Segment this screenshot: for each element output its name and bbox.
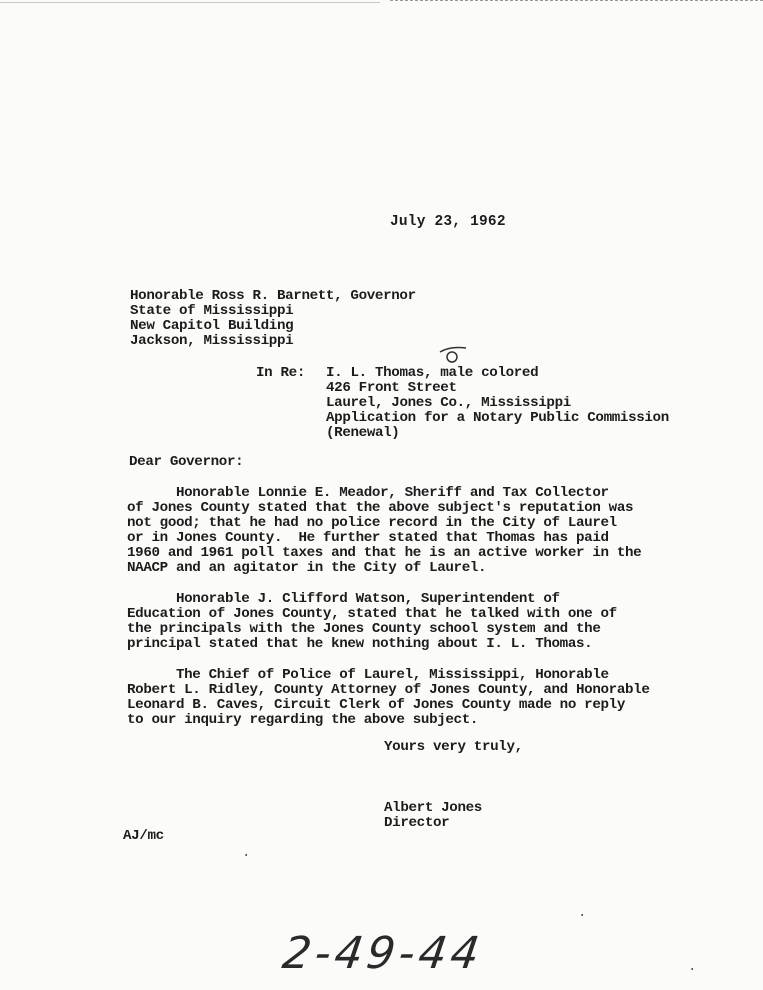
subject-line: Laurel, Jones Co., Mississippi (326, 395, 571, 411)
closing: Yours very truly, (384, 739, 523, 755)
paragraph-line: NAACP and an agitator in the City of Laurel. (127, 560, 487, 576)
paragraph-line: of Jones County stated that the above subject's reputation was (127, 500, 634, 516)
subject-line: Application for a Notary Public Commission (326, 410, 669, 426)
subject-line: (Renewal) (326, 425, 400, 441)
handwritten-mark-icon (436, 344, 476, 364)
handwritten-file-number: 2-49-44 (279, 928, 487, 979)
recipient-line: State of Mississippi (130, 303, 294, 319)
recipient-line: New Capitol Building (130, 318, 294, 334)
paragraph-line: 1960 and 1961 poll taxes and that he is an active worker in the (127, 545, 642, 561)
paragraph-line: Honorable J. Clifford Watson, Superintendent of (127, 591, 560, 607)
letter-date: July 23, 1962 (390, 214, 506, 230)
paragraph-line: to our inquiry regarding the above subject. (127, 712, 479, 728)
subject-name: I. L. Thomas, male colored (326, 365, 539, 381)
scan-artifact-line (0, 2, 380, 3)
re-label: In Re: (256, 365, 305, 381)
scan-artifact-dashes (390, 0, 763, 6)
paragraph-line: principal stated that he knew nothing about I. L. Thomas. (127, 636, 593, 652)
paragraph-line: The Chief of Police of Laurel, Mississippi, Honorable (127, 667, 609, 683)
typist-initials: AJ/mc (123, 828, 164, 844)
signer-name: Albert Jones (384, 800, 482, 816)
recipient-line: Jackson, Mississippi (130, 333, 294, 349)
recipient-line: Honorable Ross R. Barnett, Governor (130, 288, 416, 304)
signer-title: Director (384, 815, 450, 831)
paragraph-line: Leonard B. Caves, Circuit Clerk of Jones County made no reply (127, 697, 625, 713)
paragraph-line: Robert L. Ridley, County Attorney of Jones County, and Honorable (127, 682, 650, 698)
scan-speck: · (242, 848, 251, 864)
salutation: Dear Governor: (129, 454, 244, 470)
paragraph-line: not good; that he had no police record in the City of Laurel (127, 515, 617, 531)
scan-speck: · (578, 908, 587, 924)
scan-speck: · (688, 962, 697, 978)
paragraph-line: Honorable Lonnie E. Meador, Sheriff and Tax Collector (127, 485, 609, 501)
paragraph-line: the principals with the Jones County school system and the (127, 621, 601, 637)
paragraph-line: or in Jones County. He further stated that Thomas has paid (127, 530, 609, 546)
subject-line: 426 Front Street (326, 380, 457, 396)
paragraph-line: Education of Jones County, stated that he talked with one of (127, 606, 617, 622)
